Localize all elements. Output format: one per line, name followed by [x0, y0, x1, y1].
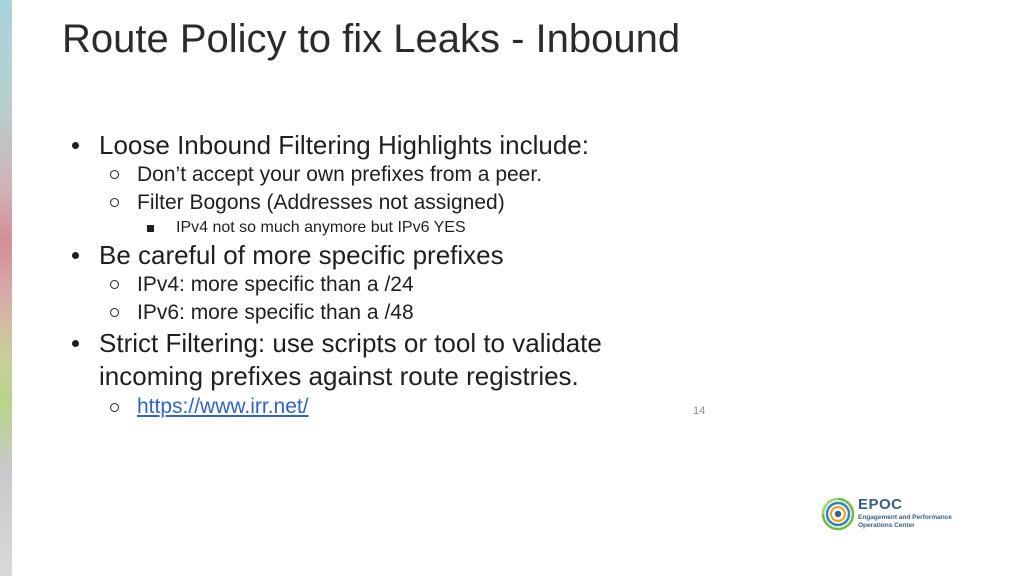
bullet-ipv4-ipv6-note: IPv4 not so much anymore but IPv6 YES [176, 219, 466, 236]
bullet-circle-icon [110, 198, 119, 207]
bullet-circle-icon [110, 308, 119, 317]
irr-link[interactable]: https://www.irr.net/ [137, 395, 309, 418]
bullet-ipv4-24: IPv4: more specific than a /24 [137, 273, 414, 296]
logo-subtitle-line2: Operations Center [858, 522, 915, 529]
bullet-circle-icon [110, 403, 119, 412]
bullet-square-icon [147, 225, 154, 232]
bullet-loose-inbound: Loose Inbound Filtering Highlights include: [99, 130, 589, 160]
bullet-strict-filtering: Strict Filtering: use scripts or tool to validate [99, 328, 602, 358]
logo-subtitle-line1: Engagement and Performance [858, 514, 952, 521]
bullet-dot-icon [72, 252, 79, 259]
decorative-left-bar [0, 0, 12, 576]
bullet-dot-icon [72, 142, 79, 149]
link-row [137, 394, 309, 420]
slide-title: Route Policy to fix Leaks - Inbound [62, 17, 681, 61]
bullet-more-specific: Be careful of more specific prefixes [99, 240, 504, 270]
logo-subtitle [858, 514, 958, 530]
epoc-logo-icon [820, 492, 856, 536]
epoc-logo [820, 490, 960, 538]
logo-wordmark: EPOC [858, 496, 903, 513]
bullet-strict-filtering-cont: incoming prefixes against route registries. [99, 361, 579, 391]
page-number: 14 [693, 405, 706, 417]
bullet-filter-bogons: Filter Bogons (Addresses not assigned) [137, 191, 505, 214]
bullet-dot-icon [72, 340, 79, 347]
bullet-circle-icon [110, 280, 119, 289]
bullet-own-prefixes: Don’t accept your own prefixes from a peer. [137, 163, 543, 186]
bullet-ipv6-48: IPv6: more specific than a /48 [137, 301, 414, 324]
bullet-circle-icon [110, 170, 119, 179]
